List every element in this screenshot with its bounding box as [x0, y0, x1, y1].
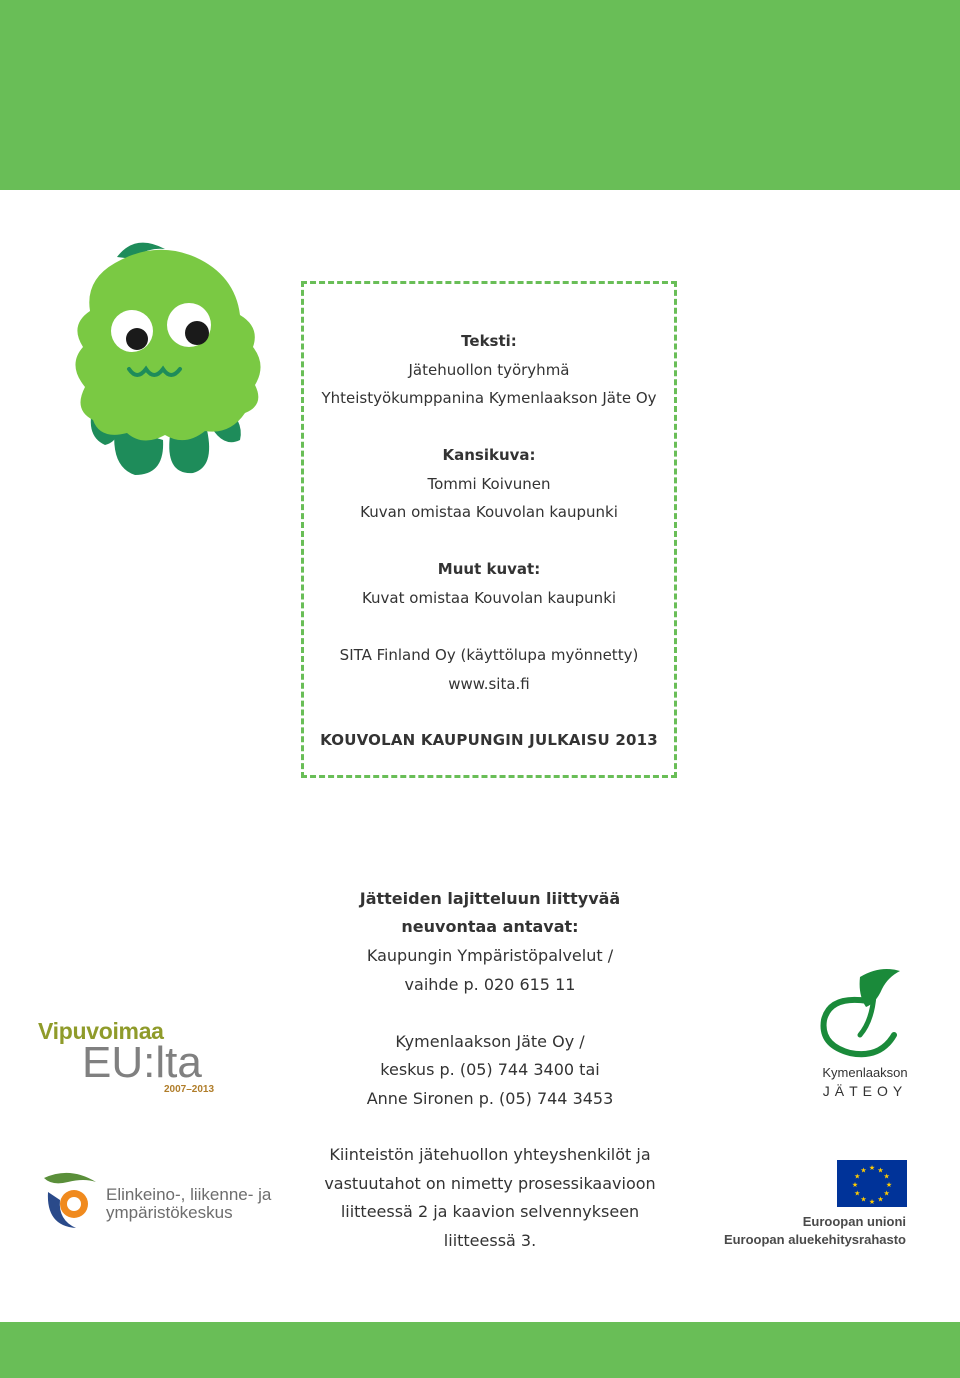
contacts-line-4: liitteessä 3. — [443, 1231, 537, 1250]
cover-heading: Kansikuva: — [442, 446, 536, 464]
svg-text:★: ★ — [860, 1166, 867, 1175]
svg-text:★: ★ — [883, 1172, 890, 1181]
svg-text:★: ★ — [877, 1195, 884, 1204]
advice-heading-1: Jätteiden lajitteluun liittyvää — [359, 889, 621, 908]
contacts-line-3: liitteessä 2 ja kaavion selvennykseen — [340, 1202, 640, 1221]
contacts-line-1: Kiinteistön jätehuollon yhteyshenkilöt ja — [329, 1145, 651, 1164]
svg-text:★: ★ — [860, 1195, 867, 1204]
vipuvoimaa-eu: EU:lta — [82, 1038, 202, 1087]
leaf-icon — [810, 965, 920, 1065]
ely-text — [106, 1186, 271, 1222]
svg-text:★: ★ — [854, 1189, 861, 1198]
cover-line-2: Kuvan omistaa Kouvolan kaupunki — [360, 503, 618, 521]
jateoy-sub: JÄTEOY — [822, 1083, 908, 1099]
svg-text:★: ★ — [883, 1189, 890, 1198]
publication-line: KOUVOLAN KAUPUNGIN JULKAISU 2013 — [320, 731, 658, 749]
svg-text:★: ★ — [854, 1172, 861, 1181]
ely-line-1: Elinkeino-, liikenne- ja — [106, 1185, 272, 1204]
sita-url[interactable]: www.sita.fi — [448, 675, 530, 693]
eu-logo — [722, 1160, 912, 1252]
advice-line-4: keskus p. (05) 744 3400 tai — [380, 1060, 600, 1079]
eu-flag-icon — [837, 1160, 907, 1207]
other-heading: Muut kuvat: — [437, 560, 541, 578]
jateoy-name: Kymenlaakson — [822, 1065, 908, 1080]
vipuvoimaa-logo — [38, 1018, 223, 1098]
text-line-2: Yhteistyökumppanina Kymenlaakson Jäte Oy — [321, 389, 657, 407]
cover-line-1: Tommi Koivunen — [427, 475, 551, 493]
advice-heading-2: neuvontaa antavat: — [401, 917, 579, 936]
advice-line-1: Kaupungin Ympäristöpalvelut / — [366, 946, 614, 965]
top-green-band — [0, 0, 960, 190]
green-mascot-illustration — [55, 235, 280, 480]
svg-text:★: ★ — [877, 1166, 884, 1175]
bottom-green-band — [0, 1322, 960, 1378]
text-line-1: Jätehuollon työryhmä — [408, 361, 570, 379]
text-heading: Teksti: — [461, 332, 517, 350]
contacts-line-2: vastuutahot on nimetty prosessikaavioon — [324, 1174, 656, 1193]
svg-text:★: ★ — [885, 1181, 893, 1189]
advice-line-2: vaihde p. 020 615 11 — [404, 975, 576, 994]
ely-logo — [40, 1170, 280, 1232]
sita-line: SITA Finland Oy (käyttölupa myönnetty) — [339, 646, 639, 664]
eu-line-2: Euroopan aluekehitysrahasto — [723, 1232, 906, 1247]
other-line-1: Kuvat omistaa Kouvolan kaupunki — [361, 589, 617, 607]
ely-emblem-icon — [40, 1170, 100, 1232]
advice-line-5: Anne Sironen p. (05) 744 3453 — [366, 1089, 614, 1108]
eu-line-1: Euroopan unioni — [802, 1214, 906, 1229]
credits-box — [301, 281, 677, 778]
kymenlaakson-jateoy-logo — [810, 965, 920, 1105]
vipuvoimaa-years: 2007–2013 — [164, 1084, 215, 1095]
vipuvoimaa-title: Vipuvoimaa — [38, 1018, 164, 1044]
svg-text:★: ★ — [851, 1181, 859, 1189]
svg-text:★: ★ — [868, 1198, 876, 1206]
advice-line-3: Kymenlaakson Jäte Oy / — [395, 1032, 585, 1051]
svg-text:★: ★ — [868, 1164, 876, 1172]
ely-line-2: ympäristökeskus — [106, 1203, 233, 1222]
